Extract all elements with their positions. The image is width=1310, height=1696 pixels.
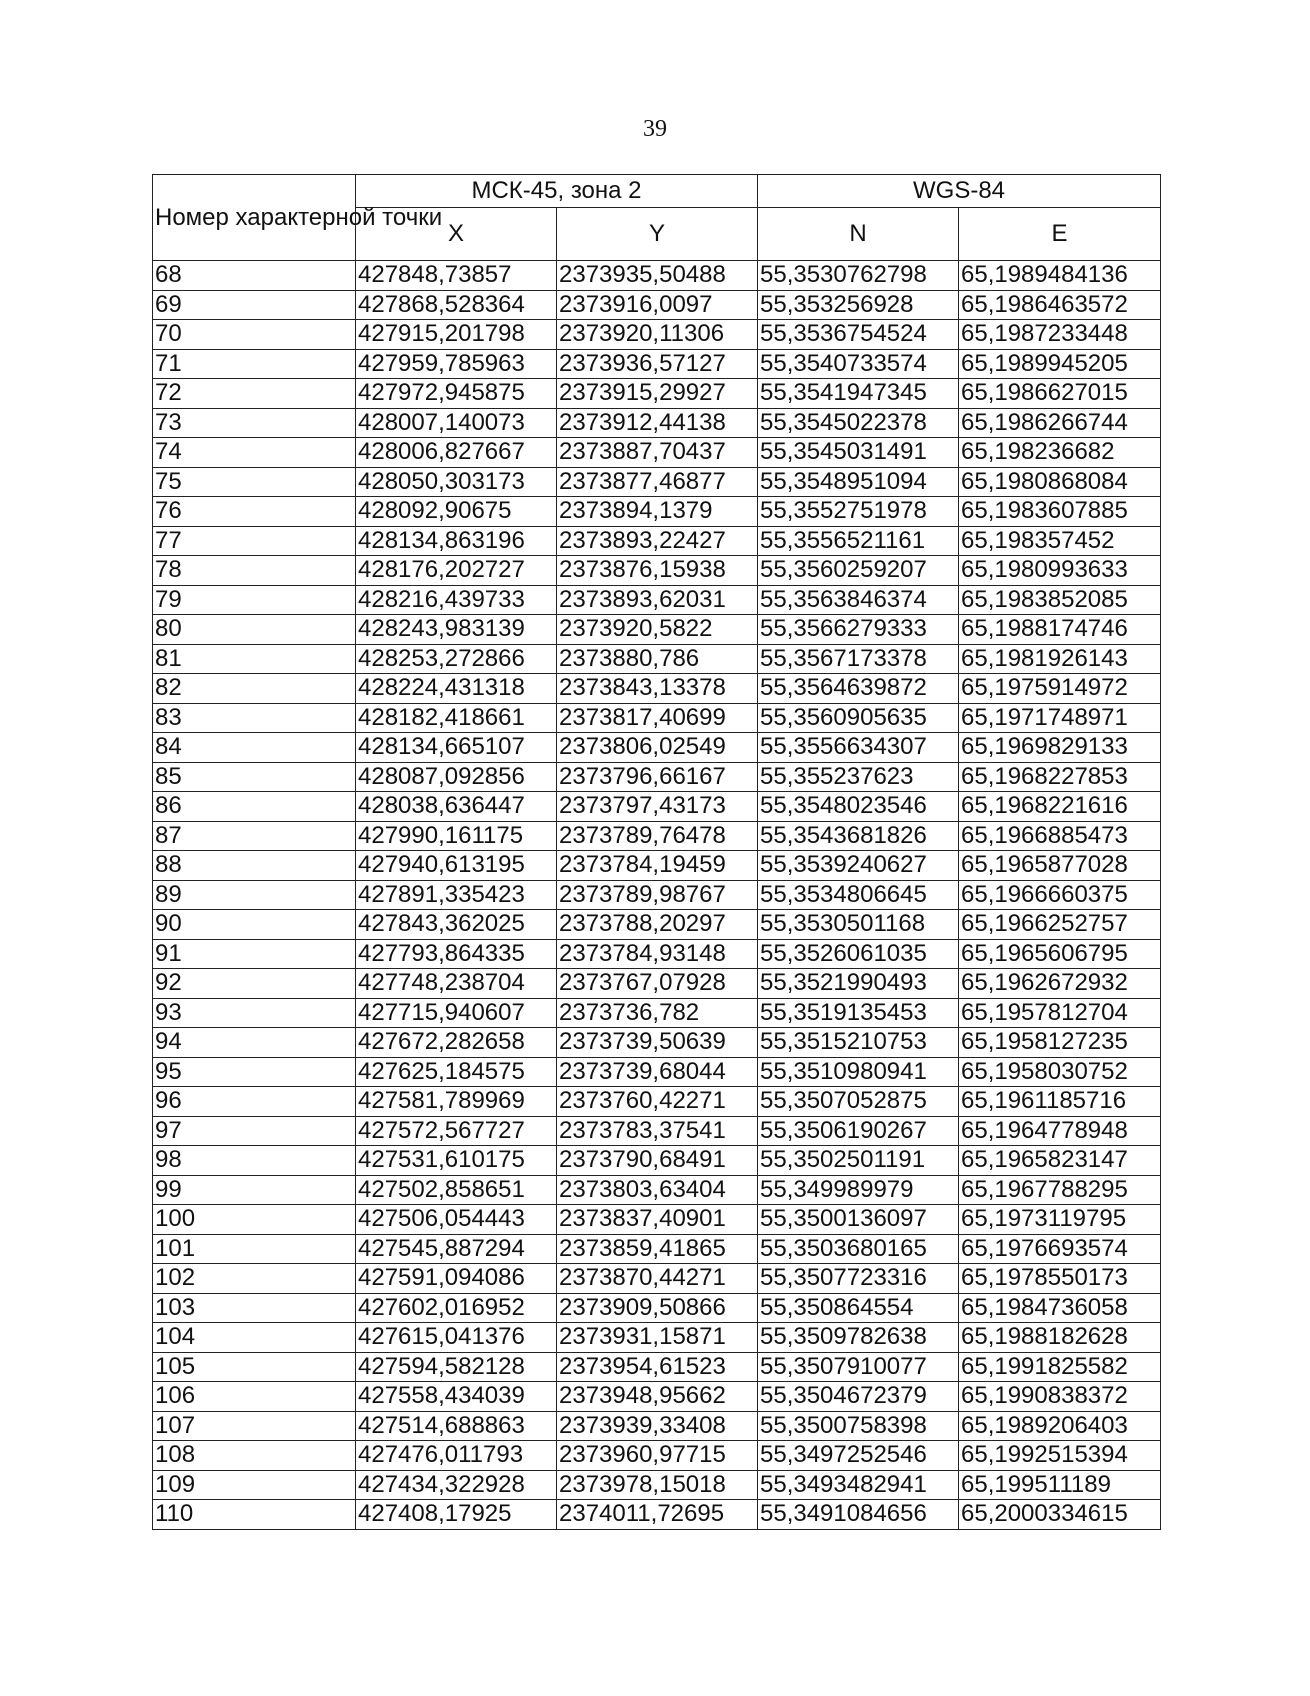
cell-x: 427990,161175: [356, 821, 557, 851]
cell-y: 2373960,97715: [557, 1441, 758, 1471]
cell-x: 428038,636447: [356, 792, 557, 822]
cell-e: 65,1986266744: [959, 408, 1161, 438]
table-row: [153, 1146, 1161, 1176]
cell-y: 2373789,76478: [557, 821, 758, 851]
cell-point-number: 98: [153, 1146, 356, 1176]
cell-x: 427531,610175: [356, 1146, 557, 1176]
cell-n: 55,3507052875: [758, 1087, 959, 1117]
table-body: [153, 261, 1161, 1530]
cell-n: 55,3491084656: [758, 1500, 959, 1530]
cell-x: 427581,789969: [356, 1087, 557, 1117]
cell-point-number: 102: [153, 1264, 356, 1294]
coordinates-table: [152, 174, 1161, 1530]
cell-x: 427972,945875: [356, 379, 557, 409]
cell-point-number: 100: [153, 1205, 356, 1235]
cell-n: 55,3502501191: [758, 1146, 959, 1176]
table-row: [153, 969, 1161, 999]
cell-n: 55,3530501168: [758, 910, 959, 940]
cell-y: 2373859,41865: [557, 1234, 758, 1264]
cell-y: 2373784,19459: [557, 851, 758, 881]
cell-n: 55,353256928: [758, 290, 959, 320]
cell-y: 2373837,40901: [557, 1205, 758, 1235]
cell-x: 427615,041376: [356, 1323, 557, 1353]
cell-y: 2373797,43173: [557, 792, 758, 822]
cell-n: 55,3534806645: [758, 880, 959, 910]
cell-y: 2373954,61523: [557, 1352, 758, 1382]
cell-e: 65,1965823147: [959, 1146, 1161, 1176]
header-n: N: [758, 208, 959, 261]
cell-point-number: 85: [153, 762, 356, 792]
cell-n: 55,3507910077: [758, 1352, 959, 1382]
cell-point-number: 80: [153, 615, 356, 645]
cell-point-number: 107: [153, 1411, 356, 1441]
cell-n: 55,3556521161: [758, 526, 959, 556]
cell-point-number: 76: [153, 497, 356, 527]
cell-n: 55,3497252546: [758, 1441, 959, 1471]
cell-x: 427434,322928: [356, 1470, 557, 1500]
cell-point-number: 103: [153, 1293, 356, 1323]
table-row: [153, 762, 1161, 792]
cell-x: 428216,439733: [356, 585, 557, 615]
cell-n: 55,3507723316: [758, 1264, 959, 1294]
cell-point-number: 84: [153, 733, 356, 763]
cell-n: 55,3545031491: [758, 438, 959, 468]
cell-e: 65,2000334615: [959, 1500, 1161, 1530]
table-row: [153, 644, 1161, 674]
table-row: [153, 320, 1161, 350]
table-row: [153, 910, 1161, 940]
cell-x: 428224,431318: [356, 674, 557, 704]
cell-point-number: 90: [153, 910, 356, 940]
cell-x: 427748,238704: [356, 969, 557, 999]
cell-e: 65,1976693574: [959, 1234, 1161, 1264]
cell-x: 427506,054443: [356, 1205, 557, 1235]
cell-e: 65,1984736058: [959, 1293, 1161, 1323]
cell-point-number: 109: [153, 1470, 356, 1500]
cell-x: 427843,362025: [356, 910, 557, 940]
cell-point-number: 78: [153, 556, 356, 586]
table-row: [153, 1441, 1161, 1471]
cell-point-number: 74: [153, 438, 356, 468]
table-row: [153, 1264, 1161, 1294]
cell-e: 65,1980993633: [959, 556, 1161, 586]
cell-e: 65,1962672932: [959, 969, 1161, 999]
cell-y: 2373736,782: [557, 998, 758, 1028]
cell-n: 55,3543681826: [758, 821, 959, 851]
cell-y: 2373936,57127: [557, 349, 758, 379]
table-row: [153, 1382, 1161, 1412]
cell-point-number: 96: [153, 1087, 356, 1117]
cell-x: 428092,90675: [356, 497, 557, 527]
header-y: Y: [557, 208, 758, 261]
cell-e: 65,1986463572: [959, 290, 1161, 320]
cell-n: 55,3563846374: [758, 585, 959, 615]
cell-y: 2373915,29927: [557, 379, 758, 409]
cell-e: 65,1990838372: [959, 1382, 1161, 1412]
cell-point-number: 105: [153, 1352, 356, 1382]
table-header: [153, 175, 1161, 261]
cell-n: 55,3556634307: [758, 733, 959, 763]
cell-n: 55,3540733574: [758, 349, 959, 379]
table-row: [153, 1234, 1161, 1264]
cell-y: 2373920,11306: [557, 320, 758, 350]
table-row: [153, 408, 1161, 438]
cell-x: 428134,863196: [356, 526, 557, 556]
table-row: [153, 556, 1161, 586]
cell-e: 65,1973119795: [959, 1205, 1161, 1235]
cell-x: 427959,785963: [356, 349, 557, 379]
cell-point-number: 72: [153, 379, 356, 409]
cell-x: 427625,184575: [356, 1057, 557, 1087]
cell-y: 2373806,02549: [557, 733, 758, 763]
cell-x: 427940,613195: [356, 851, 557, 881]
cell-y: 2373739,50639: [557, 1028, 758, 1058]
table-row: [153, 467, 1161, 497]
table-row: [153, 703, 1161, 733]
table-row: [153, 261, 1161, 291]
cell-point-number: 101: [153, 1234, 356, 1264]
cell-n: 55,3548951094: [758, 467, 959, 497]
table-row: [153, 880, 1161, 910]
cell-x: 427715,940607: [356, 998, 557, 1028]
cell-y: 2373870,44271: [557, 1264, 758, 1294]
cell-e: 65,1966660375: [959, 880, 1161, 910]
table-row: [153, 1205, 1161, 1235]
cell-point-number: 89: [153, 880, 356, 910]
cell-n: 55,3536754524: [758, 320, 959, 350]
page-number: 39: [643, 116, 667, 142]
cell-x: 427502,858651: [356, 1175, 557, 1205]
cell-x: 427591,094086: [356, 1264, 557, 1294]
cell-y: 2373784,93148: [557, 939, 758, 969]
cell-y: 2373760,42271: [557, 1087, 758, 1117]
cell-n: 55,3539240627: [758, 851, 959, 881]
cell-point-number: 94: [153, 1028, 356, 1058]
table-row: [153, 851, 1161, 881]
cell-n: 55,3506190267: [758, 1116, 959, 1146]
cell-n: 55,3560905635: [758, 703, 959, 733]
cell-point-number: 71: [153, 349, 356, 379]
cell-y: 2373916,0097: [557, 290, 758, 320]
cell-e: 65,1957812704: [959, 998, 1161, 1028]
cell-x: 427891,335423: [356, 880, 557, 910]
table-row: [153, 1028, 1161, 1058]
table-row: [153, 1116, 1161, 1146]
cell-point-number: 73: [153, 408, 356, 438]
cell-x: 428243,983139: [356, 615, 557, 645]
cell-point-number: 69: [153, 290, 356, 320]
cell-n: 55,3515210753: [758, 1028, 959, 1058]
cell-e: 65,199511189: [959, 1470, 1161, 1500]
cell-n: 55,3519135453: [758, 998, 959, 1028]
cell-n: 55,3567173378: [758, 644, 959, 674]
cell-e: 65,1986627015: [959, 379, 1161, 409]
cell-x: 428007,140073: [356, 408, 557, 438]
cell-x: 428182,418661: [356, 703, 557, 733]
cell-x: 427558,434039: [356, 1382, 557, 1412]
cell-e: 65,198357452: [959, 526, 1161, 556]
cell-y: 2373935,50488: [557, 261, 758, 291]
cell-n: 55,349989979: [758, 1175, 959, 1205]
header-point-number: Номер характерной точки: [153, 175, 356, 261]
table-row: [153, 821, 1161, 851]
cell-point-number: 68: [153, 261, 356, 291]
cell-y: 2373796,66167: [557, 762, 758, 792]
table-row: [153, 1175, 1161, 1205]
cell-point-number: 79: [153, 585, 356, 615]
cell-e: 65,1968221616: [959, 792, 1161, 822]
table-row: [153, 585, 1161, 615]
cell-n: 55,3552751978: [758, 497, 959, 527]
cell-point-number: 95: [153, 1057, 356, 1087]
cell-point-number: 88: [153, 851, 356, 881]
cell-e: 65,1964778948: [959, 1116, 1161, 1146]
cell-e: 65,1991825582: [959, 1352, 1161, 1382]
cell-point-number: 83: [153, 703, 356, 733]
table-row: [153, 438, 1161, 468]
cell-n: 55,350864554: [758, 1293, 959, 1323]
cell-e: 65,1988182628: [959, 1323, 1161, 1353]
header-wgs-84: WGS-84: [758, 175, 1161, 208]
cell-e: 65,1983852085: [959, 585, 1161, 615]
cell-point-number: 81: [153, 644, 356, 674]
cell-e: 65,1968227853: [959, 762, 1161, 792]
cell-n: 55,3545022378: [758, 408, 959, 438]
table-row: [153, 1411, 1161, 1441]
table-row: [153, 1500, 1161, 1530]
cell-n: 55,355237623: [758, 762, 959, 792]
cell-n: 55,3510980941: [758, 1057, 959, 1087]
cell-y: 2374011,72695: [557, 1500, 758, 1530]
table-row: [153, 998, 1161, 1028]
cell-n: 55,3500758398: [758, 1411, 959, 1441]
cell-x: 427514,688863: [356, 1411, 557, 1441]
cell-y: 2373920,5822: [557, 615, 758, 645]
cell-x: 427793,864335: [356, 939, 557, 969]
cell-point-number: 77: [153, 526, 356, 556]
cell-e: 65,1981926143: [959, 644, 1161, 674]
table-row: [153, 1057, 1161, 1087]
cell-y: 2373909,50866: [557, 1293, 758, 1323]
cell-y: 2373803,63404: [557, 1175, 758, 1205]
cell-n: 55,3504672379: [758, 1382, 959, 1412]
cell-n: 55,3566279333: [758, 615, 959, 645]
cell-e: 65,198236682: [959, 438, 1161, 468]
cell-y: 2373893,62031: [557, 585, 758, 615]
cell-e: 65,1989945205: [959, 349, 1161, 379]
table-row: [153, 1352, 1161, 1382]
cell-point-number: 87: [153, 821, 356, 851]
cell-n: 55,3564639872: [758, 674, 959, 704]
cell-y: 2373783,37541: [557, 1116, 758, 1146]
cell-x: 428253,272866: [356, 644, 557, 674]
cell-e: 65,1969829133: [959, 733, 1161, 763]
cell-e: 65,1958127235: [959, 1028, 1161, 1058]
cell-point-number: 104: [153, 1323, 356, 1353]
cell-y: 2373894,1379: [557, 497, 758, 527]
cell-n: 55,3560259207: [758, 556, 959, 586]
table-row: [153, 674, 1161, 704]
cell-x: 427408,17925: [356, 1500, 557, 1530]
cell-y: 2373931,15871: [557, 1323, 758, 1353]
cell-point-number: 106: [153, 1382, 356, 1412]
cell-x: 428087,092856: [356, 762, 557, 792]
table-row: [153, 792, 1161, 822]
cell-y: 2373739,68044: [557, 1057, 758, 1087]
cell-n: 55,3530762798: [758, 261, 959, 291]
cell-point-number: 97: [153, 1116, 356, 1146]
cell-point-number: 75: [153, 467, 356, 497]
table-row: [153, 1323, 1161, 1353]
table-row: [153, 379, 1161, 409]
cell-e: 65,1975914972: [959, 674, 1161, 704]
cell-n: 55,3509782638: [758, 1323, 959, 1353]
cell-y: 2373789,98767: [557, 880, 758, 910]
table-row: [153, 1293, 1161, 1323]
table-row: [153, 939, 1161, 969]
cell-y: 2373876,15938: [557, 556, 758, 586]
cell-e: 65,1971748971: [959, 703, 1161, 733]
cell-e: 65,1983607885: [959, 497, 1161, 527]
cell-e: 65,1992515394: [959, 1441, 1161, 1471]
cell-y: 2373887,70437: [557, 438, 758, 468]
cell-y: 2373817,40699: [557, 703, 758, 733]
cell-point-number: 110: [153, 1500, 356, 1530]
cell-x: 428006,827667: [356, 438, 557, 468]
cell-x: 428050,303173: [356, 467, 557, 497]
cell-x: 427848,73857: [356, 261, 557, 291]
cell-x: 428176,202727: [356, 556, 557, 586]
cell-y: 2373843,13378: [557, 674, 758, 704]
cell-y: 2373912,44138: [557, 408, 758, 438]
cell-n: 55,3503680165: [758, 1234, 959, 1264]
header-e: E: [959, 208, 1161, 261]
cell-point-number: 99: [153, 1175, 356, 1205]
cell-y: 2373790,68491: [557, 1146, 758, 1176]
cell-n: 55,3521990493: [758, 969, 959, 999]
cell-e: 65,1961185716: [959, 1087, 1161, 1117]
cell-x: 427594,582128: [356, 1352, 557, 1382]
table-row: [153, 526, 1161, 556]
table-row: [153, 497, 1161, 527]
cell-e: 65,1988174746: [959, 615, 1161, 645]
table-row: [153, 615, 1161, 645]
cell-e: 65,1980868084: [959, 467, 1161, 497]
cell-point-number: 93: [153, 998, 356, 1028]
cell-y: 2373893,22427: [557, 526, 758, 556]
cell-y: 2373880,786: [557, 644, 758, 674]
cell-y: 2373948,95662: [557, 1382, 758, 1412]
cell-x: 427672,282658: [356, 1028, 557, 1058]
cell-e: 65,1987233448: [959, 320, 1161, 350]
cell-x: 428134,665107: [356, 733, 557, 763]
cell-n: 55,3493482941: [758, 1470, 959, 1500]
cell-y: 2373767,07928: [557, 969, 758, 999]
table-row: [153, 733, 1161, 763]
table-row: [153, 290, 1161, 320]
cell-x: 427572,567727: [356, 1116, 557, 1146]
cell-n: 55,3526061035: [758, 939, 959, 969]
cell-point-number: 70: [153, 320, 356, 350]
cell-e: 65,1966885473: [959, 821, 1161, 851]
cell-n: 55,3541947345: [758, 379, 959, 409]
cell-x: 427602,016952: [356, 1293, 557, 1323]
table-row: [153, 349, 1161, 379]
cell-e: 65,1965877028: [959, 851, 1161, 881]
table-row: [153, 1087, 1161, 1117]
cell-e: 65,1958030752: [959, 1057, 1161, 1087]
cell-n: 55,3548023546: [758, 792, 959, 822]
cell-e: 65,1989484136: [959, 261, 1161, 291]
cell-e: 65,1967788295: [959, 1175, 1161, 1205]
cell-x: 427915,201798: [356, 320, 557, 350]
cell-y: 2373978,15018: [557, 1470, 758, 1500]
cell-point-number: 82: [153, 674, 356, 704]
table-row: [153, 1470, 1161, 1500]
cell-n: 55,3500136097: [758, 1205, 959, 1235]
cell-y: 2373788,20297: [557, 910, 758, 940]
cell-point-number: 86: [153, 792, 356, 822]
cell-point-number: 92: [153, 969, 356, 999]
cell-e: 65,1966252757: [959, 910, 1161, 940]
cell-x: 427476,011793: [356, 1441, 557, 1471]
cell-y: 2373939,33408: [557, 1411, 758, 1441]
cell-x: 427868,528364: [356, 290, 557, 320]
header-x: X: [356, 208, 557, 261]
cell-point-number: 108: [153, 1441, 356, 1471]
header-msk-45: МСК-45, зона 2: [356, 175, 758, 208]
cell-x: 427545,887294: [356, 1234, 557, 1264]
cell-e: 65,1965606795: [959, 939, 1161, 969]
cell-e: 65,1989206403: [959, 1411, 1161, 1441]
cell-e: 65,1978550173: [959, 1264, 1161, 1294]
cell-y: 2373877,46877: [557, 467, 758, 497]
cell-point-number: 91: [153, 939, 356, 969]
